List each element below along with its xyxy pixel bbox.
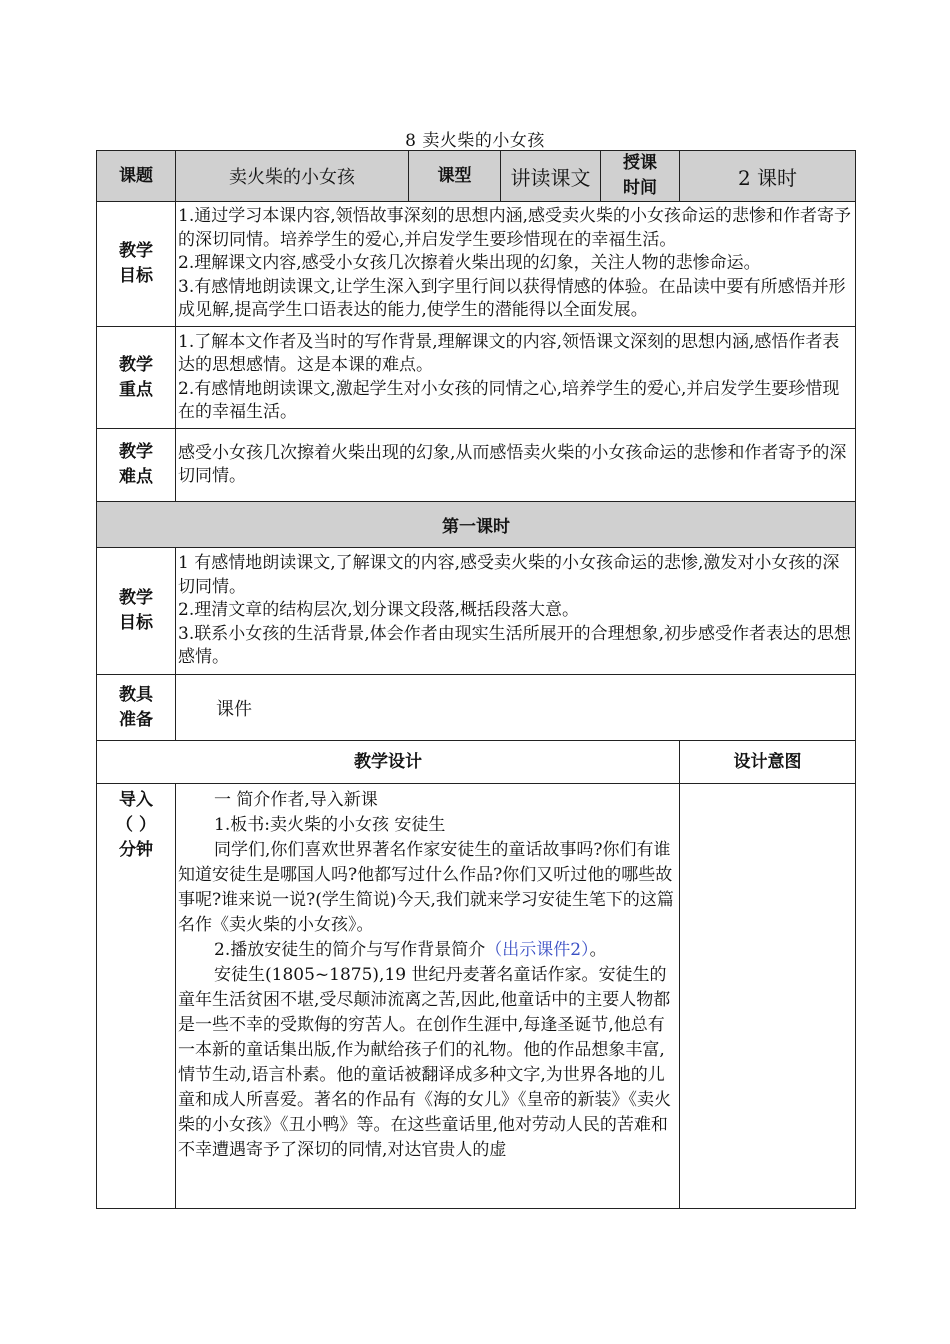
design-paragraph (178, 938, 675, 963)
difficulties-label (97, 429, 176, 502)
lesson1-goal-item: 1 有感情地朗读课文,了解课文的内容,感受卖火柴的小女孩命运的悲惨,激发对小女孩的深切同情。 (178, 553, 840, 597)
key-points-label-line2: 重点 (119, 379, 153, 400)
goal-item: 2.理解课文内容,感受小女孩几次擦着火柴出现的幻象，关注人物的悲惨命运。 (178, 253, 761, 274)
goals-row (97, 202, 856, 327)
type-label: 课型 (409, 151, 501, 202)
intent-content (680, 784, 856, 1209)
lesson1-goals-row (97, 548, 856, 675)
intro-label-line2: （ ） (116, 815, 156, 835)
key-point-item: 2.有感情地朗读课文,激起学生对小女孩的同情之心,培养学生的爱心,并启发学生要珍惜现在的幸福生活。 (178, 378, 840, 422)
goals-content (176, 202, 856, 327)
design-paragraph: 1.板书:卖火柴的小女孩 安徒生 (214, 815, 446, 835)
type-value: 讲读课文 (501, 151, 601, 202)
tools-label-line1: 教具 (119, 684, 153, 705)
lesson1-goals-label-line1: 教学 (119, 588, 153, 608)
design-paragraph: 一 简介作者,导入新课 (214, 790, 378, 810)
difficulties-label-line1: 教学 (119, 442, 153, 462)
lesson1-goal-item: 2.理清文章的结构层次,划分课文段落,概括段落大意。 (178, 600, 580, 621)
key-points-row (97, 327, 856, 429)
lesson1-goal-item: 3.联系小女孩的生活背景,体会作者由现实生活所展开的合理想象,初步感受作者表达的思想感情。 (178, 623, 852, 668)
design-text-end: 。 (589, 940, 607, 960)
topic-value: 卖火柴的小女孩 (176, 151, 409, 202)
topic-label: 课题 (97, 151, 176, 202)
design-paragraph: 安徒生(1805~1875),19 世纪丹麦著名童话作家。安徒生的童年生活贫困不堪,受尽颠沛流离之苦,因此,他童话中的主要人物都是一些不幸的受欺侮的穷苦人。在创作生涯中,每逢圣诞节,他总有一本新的童话集出版,作为献给孩子们的礼物。他的作品想象丰富,情节生动,语言朴素。他的童话被翻译成多种文字,为世界各地的儿童和成人所喜爱。著名的作品有《海的女儿》《皇帝的新装》《卖火柴的小女孩》《丑小鸭》等。在这些童话里,他对劳动人民的苦难和不幸遭遇寄予了深切的同情,对达官贵人的虚 (178, 965, 671, 1160)
header-row (97, 151, 856, 202)
document-title: 8 卖火柴的小女孩 (405, 131, 545, 151)
tools-value: 课件 (176, 675, 856, 741)
lesson1-section-row (97, 502, 856, 548)
design-body-row (97, 784, 856, 1209)
design-paragraph: 同学们,你们喜欢世界著名作家安徒生的童话故事吗?你们有谁知道安徒生是哪国人吗?他都写过什么作品?你们又听过他的哪些故事呢?谁来说一说?(学生简说)今天,我们就来学习安徒生笔下的这篇名作《卖火柴的小女孩》。 (178, 840, 674, 935)
time-value: 2 课时 (680, 151, 856, 202)
difficulties-label-line2: 难点 (119, 467, 153, 487)
intent-header: 设计意图 (680, 741, 856, 784)
intro-label (97, 784, 176, 1209)
time-label-line1: 授课 (623, 153, 657, 173)
courseware-link[interactable]: （出示课件2） (485, 940, 590, 960)
lesson1-goals-label-line2: 目标 (119, 613, 153, 633)
time-label (601, 151, 680, 202)
goal-item: 3.有感情地朗读课文,让学生深入到字里行间以获得情感的体验。在品读中要有所感悟并形成见解,提高学生口语表达的能力,使学生的潜能得以全面发展。 (178, 276, 846, 321)
goal-item: 1.通过学习本课内容,领悟故事深刻的思想内涵,感受卖火柴的小女孩命运的悲惨和作者寄予的深切同情。培养学生的爱心,并启发学生要珍惜现在的幸福生活。 (178, 206, 852, 250)
lesson1-title: 第一课时 (97, 502, 856, 548)
design-text: 2.播放安徒生的简介与写作背景简介 (214, 940, 486, 960)
design-header: 教学设计 (97, 741, 680, 784)
difficulty-item: 感受小女孩几次擦着火柴出现的幻象,从而感悟卖火柴的小女孩命运的悲惨和作者寄予的深切同情。 (178, 442, 847, 486)
key-points-content (176, 327, 856, 429)
difficulties-content (176, 429, 856, 502)
time-label-line2: 时间 (623, 178, 657, 198)
design-header-row (97, 741, 856, 784)
intro-label-line3: 分钟 (119, 840, 153, 860)
tools-row (97, 675, 856, 741)
lesson1-goals-content (176, 548, 856, 675)
difficulties-row (97, 429, 856, 502)
goals-label-line2: 目标 (119, 266, 153, 286)
key-points-label (97, 327, 176, 429)
tools-label (97, 675, 176, 741)
design-content (176, 784, 680, 1209)
goals-label-line1: 教学 (119, 241, 153, 261)
tools-label-line2: 准备 (119, 709, 153, 730)
key-points-label-line1: 教学 (119, 354, 153, 375)
goals-label (97, 202, 176, 327)
key-point-item: 1.了解本文作者及当时的写作背景,理解课文的内容,领悟课文深刻的思想内涵,感悟作者表达的思想感情。这是本课的难点。 (178, 331, 840, 375)
lesson1-goals-label (97, 548, 176, 675)
intro-label-line1: 导入 (119, 790, 153, 810)
lesson-plan-table (96, 150, 856, 1209)
